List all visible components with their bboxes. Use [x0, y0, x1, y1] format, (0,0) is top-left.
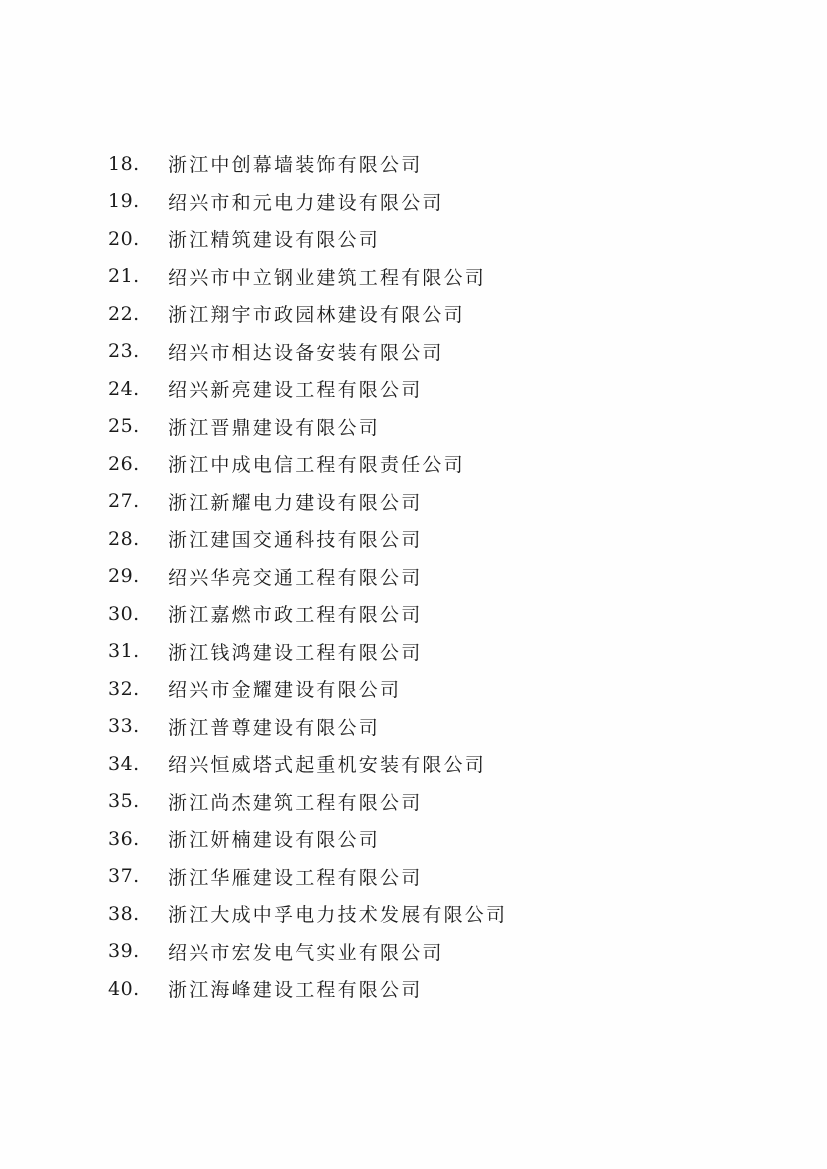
company-name: 浙江嘉燃市政工程有限公司: [168, 604, 423, 627]
company-name: 绍兴市和元电力建设有限公司: [168, 191, 444, 214]
item-number: 27.: [108, 490, 140, 513]
list-item: [108, 445, 708, 483]
list-item: [108, 820, 708, 858]
company-name: 绍兴市中立钢业建筑工程有限公司: [168, 266, 487, 289]
item-number: 40.: [108, 977, 140, 1000]
company-name: 浙江中创幕墙装饰有限公司: [168, 154, 423, 177]
item-number: 25.: [108, 415, 140, 438]
item-number: 35.: [108, 790, 140, 813]
company-name: 绍兴新亮建设工程有限公司: [168, 379, 423, 402]
company-name: 浙江翔宇市政园林建设有限公司: [168, 304, 465, 327]
list-item: [108, 670, 708, 708]
company-name: 浙江尚杰建筑工程有限公司: [168, 791, 423, 814]
list-item: [108, 933, 708, 971]
company-name: 浙江建国交通科技有限公司: [168, 529, 423, 552]
list-item: [108, 970, 708, 1008]
list-item: [108, 333, 708, 371]
item-number: 26.: [108, 452, 140, 475]
item-number: 21.: [108, 265, 140, 288]
list-item: [108, 895, 708, 933]
item-number: 22.: [108, 302, 140, 325]
item-number: 36.: [108, 827, 140, 850]
item-number: 19.: [108, 190, 140, 213]
item-number: 37.: [108, 865, 140, 888]
item-number: 29.: [108, 565, 140, 588]
item-number: 23.: [108, 340, 140, 363]
company-name: 浙江新耀电力建设有限公司: [168, 491, 423, 514]
company-name: 绍兴市宏发电气实业有限公司: [168, 941, 444, 964]
list-item: [108, 595, 708, 633]
list-item: [108, 258, 708, 296]
list-item: [108, 783, 708, 821]
item-number: 28.: [108, 527, 140, 550]
item-number: 18.: [108, 152, 140, 175]
company-name: 浙江妍楠建设有限公司: [168, 829, 381, 852]
item-number: 34.: [108, 752, 140, 775]
list-item: [108, 370, 708, 408]
list-item: [108, 295, 708, 333]
item-number: 39.: [108, 940, 140, 963]
list-item: [108, 633, 708, 671]
list-item: [108, 483, 708, 521]
company-name: 绍兴市金耀建设有限公司: [168, 679, 402, 702]
item-number: 32.: [108, 677, 140, 700]
list-item: [108, 858, 708, 896]
company-name: 浙江普尊建设有限公司: [168, 716, 381, 739]
company-name: 浙江钱鸿建设工程有限公司: [168, 641, 423, 664]
company-name: 浙江晋鼎建设有限公司: [168, 416, 381, 439]
company-name: 绍兴华亮交通工程有限公司: [168, 566, 423, 589]
list-item: [108, 408, 708, 446]
company-name: 绍兴恒威塔式起重机安装有限公司: [168, 754, 487, 777]
list-item: [108, 145, 708, 183]
company-name: 浙江中成电信工程有限责任公司: [168, 454, 465, 477]
company-list: [108, 145, 708, 1008]
company-name: 浙江海峰建设工程有限公司: [168, 979, 423, 1002]
list-item: [108, 183, 708, 221]
item-number: 31.: [108, 640, 140, 663]
list-item: [108, 558, 708, 596]
list-item: [108, 708, 708, 746]
item-number: 24.: [108, 377, 140, 400]
list-item: [108, 520, 708, 558]
item-number: 30.: [108, 602, 140, 625]
company-name: 浙江华雁建设工程有限公司: [168, 866, 423, 889]
item-number: 20.: [108, 227, 140, 250]
company-name: 浙江精筑建设有限公司: [168, 229, 381, 252]
item-number: 38.: [108, 902, 140, 925]
list-item: [108, 220, 708, 258]
list-item: [108, 745, 708, 783]
item-number: 33.: [108, 715, 140, 738]
company-name: 浙江大成中孚电力技术发展有限公司: [168, 904, 508, 927]
company-name: 绍兴市相达设备安装有限公司: [168, 341, 444, 364]
